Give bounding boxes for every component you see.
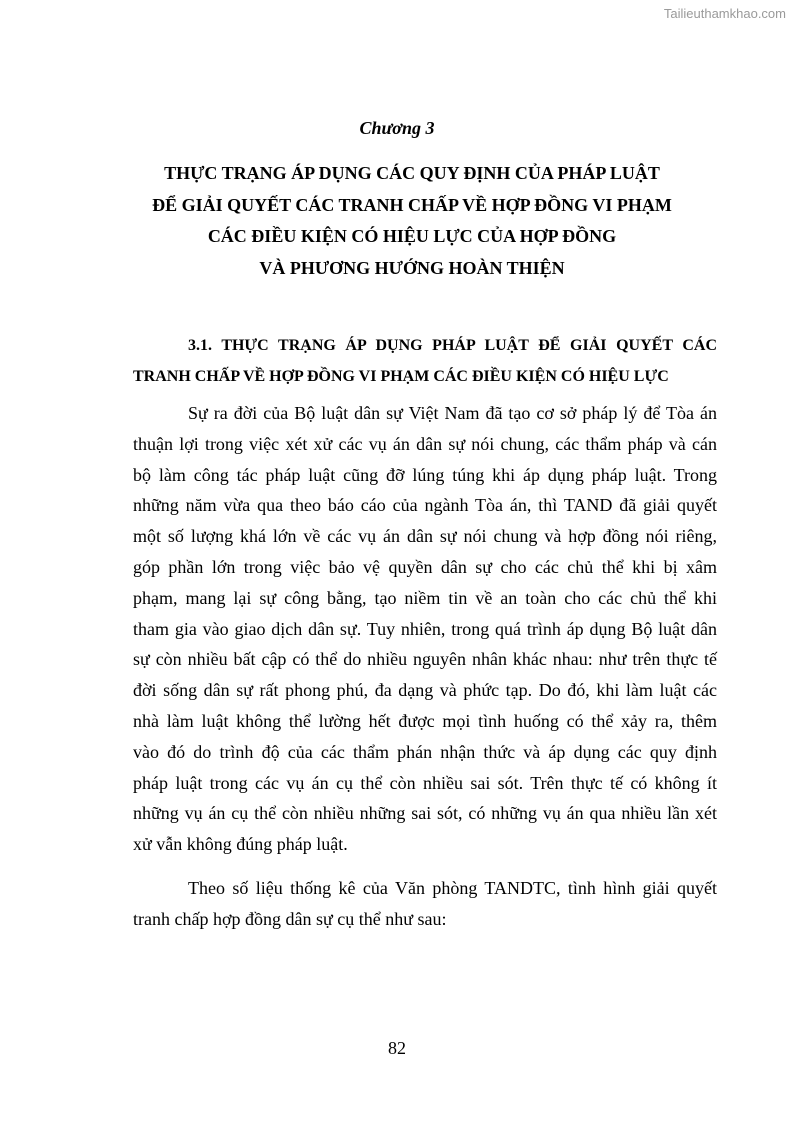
paragraph-line: nhà làm luật không thể lường hết được mọi tình huống có thể xảy ra, thêm: [133, 710, 717, 731]
paragraph-2: [133, 873, 717, 935]
watermark: Tailieuthamkhao.com: [663, 6, 786, 21]
paragraph-line: Sự ra đời của Bộ luật dân sự Việt Nam đã tạo cơ sở pháp lý để Tòa án: [188, 403, 717, 423]
paragraph-line: đời sống dân sự rất phong phú, đa dạng và phức tạp. Do đó, khi làm luật các: [133, 680, 717, 701]
paragraph-line: pháp luật trong các vụ án cụ thể còn nhiều sai sót. Trên thực tế có không ít: [133, 772, 717, 793]
paragraph-line: tham gia vào giao dịch dân sự. Tuy nhiên, trong quá trình áp dụng Bộ luật dân: [133, 618, 717, 639]
chapter-title-line: VÀ PHƯƠNG HƯỚNG HOÀN THIỆN: [259, 257, 565, 278]
chapter-title-line: THỰC TRẠNG ÁP DỤNG CÁC QUY ĐỊNH CỦA PHÁP LUẬT: [164, 163, 660, 183]
section-heading-line: 3.1. THỰC TRẠNG ÁP DỤNG PHÁP LUẬT ĐỂ GIẢI QUYẾT CÁC: [188, 337, 717, 354]
paragraph-line: xử vẫn không đúng pháp luật.: [133, 834, 348, 855]
paragraph-line: phạm, mang lại sự công bằng, tạo niềm tin về an toàn cho các chủ thể khi: [133, 587, 717, 608]
paragraph-line: góp phần lớn trong việc bảo vệ quyền dân sự cho các chủ thể khi bị xâm: [133, 556, 717, 577]
section-heading-line: TRANH CHẤP VỀ HỢP ĐỒNG VI PHẠM CÁC ĐIỀU KIỆN CÓ HIỆU LỰC: [133, 368, 669, 385]
paragraph-line: tranh chấp hợp đồng dân sự cụ thể như sau:: [133, 908, 447, 929]
paragraph-line: một số lượng khá lớn về các vụ án dân sự nói chung và hợp đồng nói riêng,: [133, 526, 717, 547]
paragraph-line: thuận lợi trong việc xét xử các vụ án dân sự nói chung, các thẩm pháp và cán: [133, 433, 717, 454]
paragraph-line: những năm vừa qua theo báo cáo của ngành Tòa án, thì TAND đã giải quyết: [133, 495, 717, 516]
paragraph-line: những vụ án cụ thể còn nhiều những sai sót, có những vụ án qua nhiều lần xét: [133, 803, 717, 824]
paragraph-line: bộ làm công tác pháp luật cũng đỡ lúng túng khi áp dụng pháp luật. Trong: [133, 464, 717, 485]
chapter-title: [110, 158, 714, 284]
chapter-title-line: ĐỂ GIẢI QUYẾT CÁC TRANH CHẤP VỀ HỢP ĐỒNG VI PHẠM: [152, 194, 672, 215]
paragraph-1: [133, 398, 717, 860]
paragraph-line: Theo số liệu thống kê của Văn phòng TANDTC, tình hình giải quyết: [188, 878, 717, 898]
paragraph-line: sự còn nhiều bất cập có thể do nhiều nguyên nhân khác nhau: như trên thực tế: [133, 649, 717, 670]
chapter-title-line: CÁC ĐIỀU KIỆN CÓ HIỆU LỰC CỦA HỢP ĐỒNG: [207, 226, 617, 246]
chapter-label: Chương 3: [359, 118, 435, 138]
paragraph-line: vào đó do trình độ của các thẩm phán nhận thức và áp dụng các quy định: [133, 741, 717, 762]
page-number: 82: [388, 1038, 406, 1058]
section-heading: [133, 330, 717, 392]
